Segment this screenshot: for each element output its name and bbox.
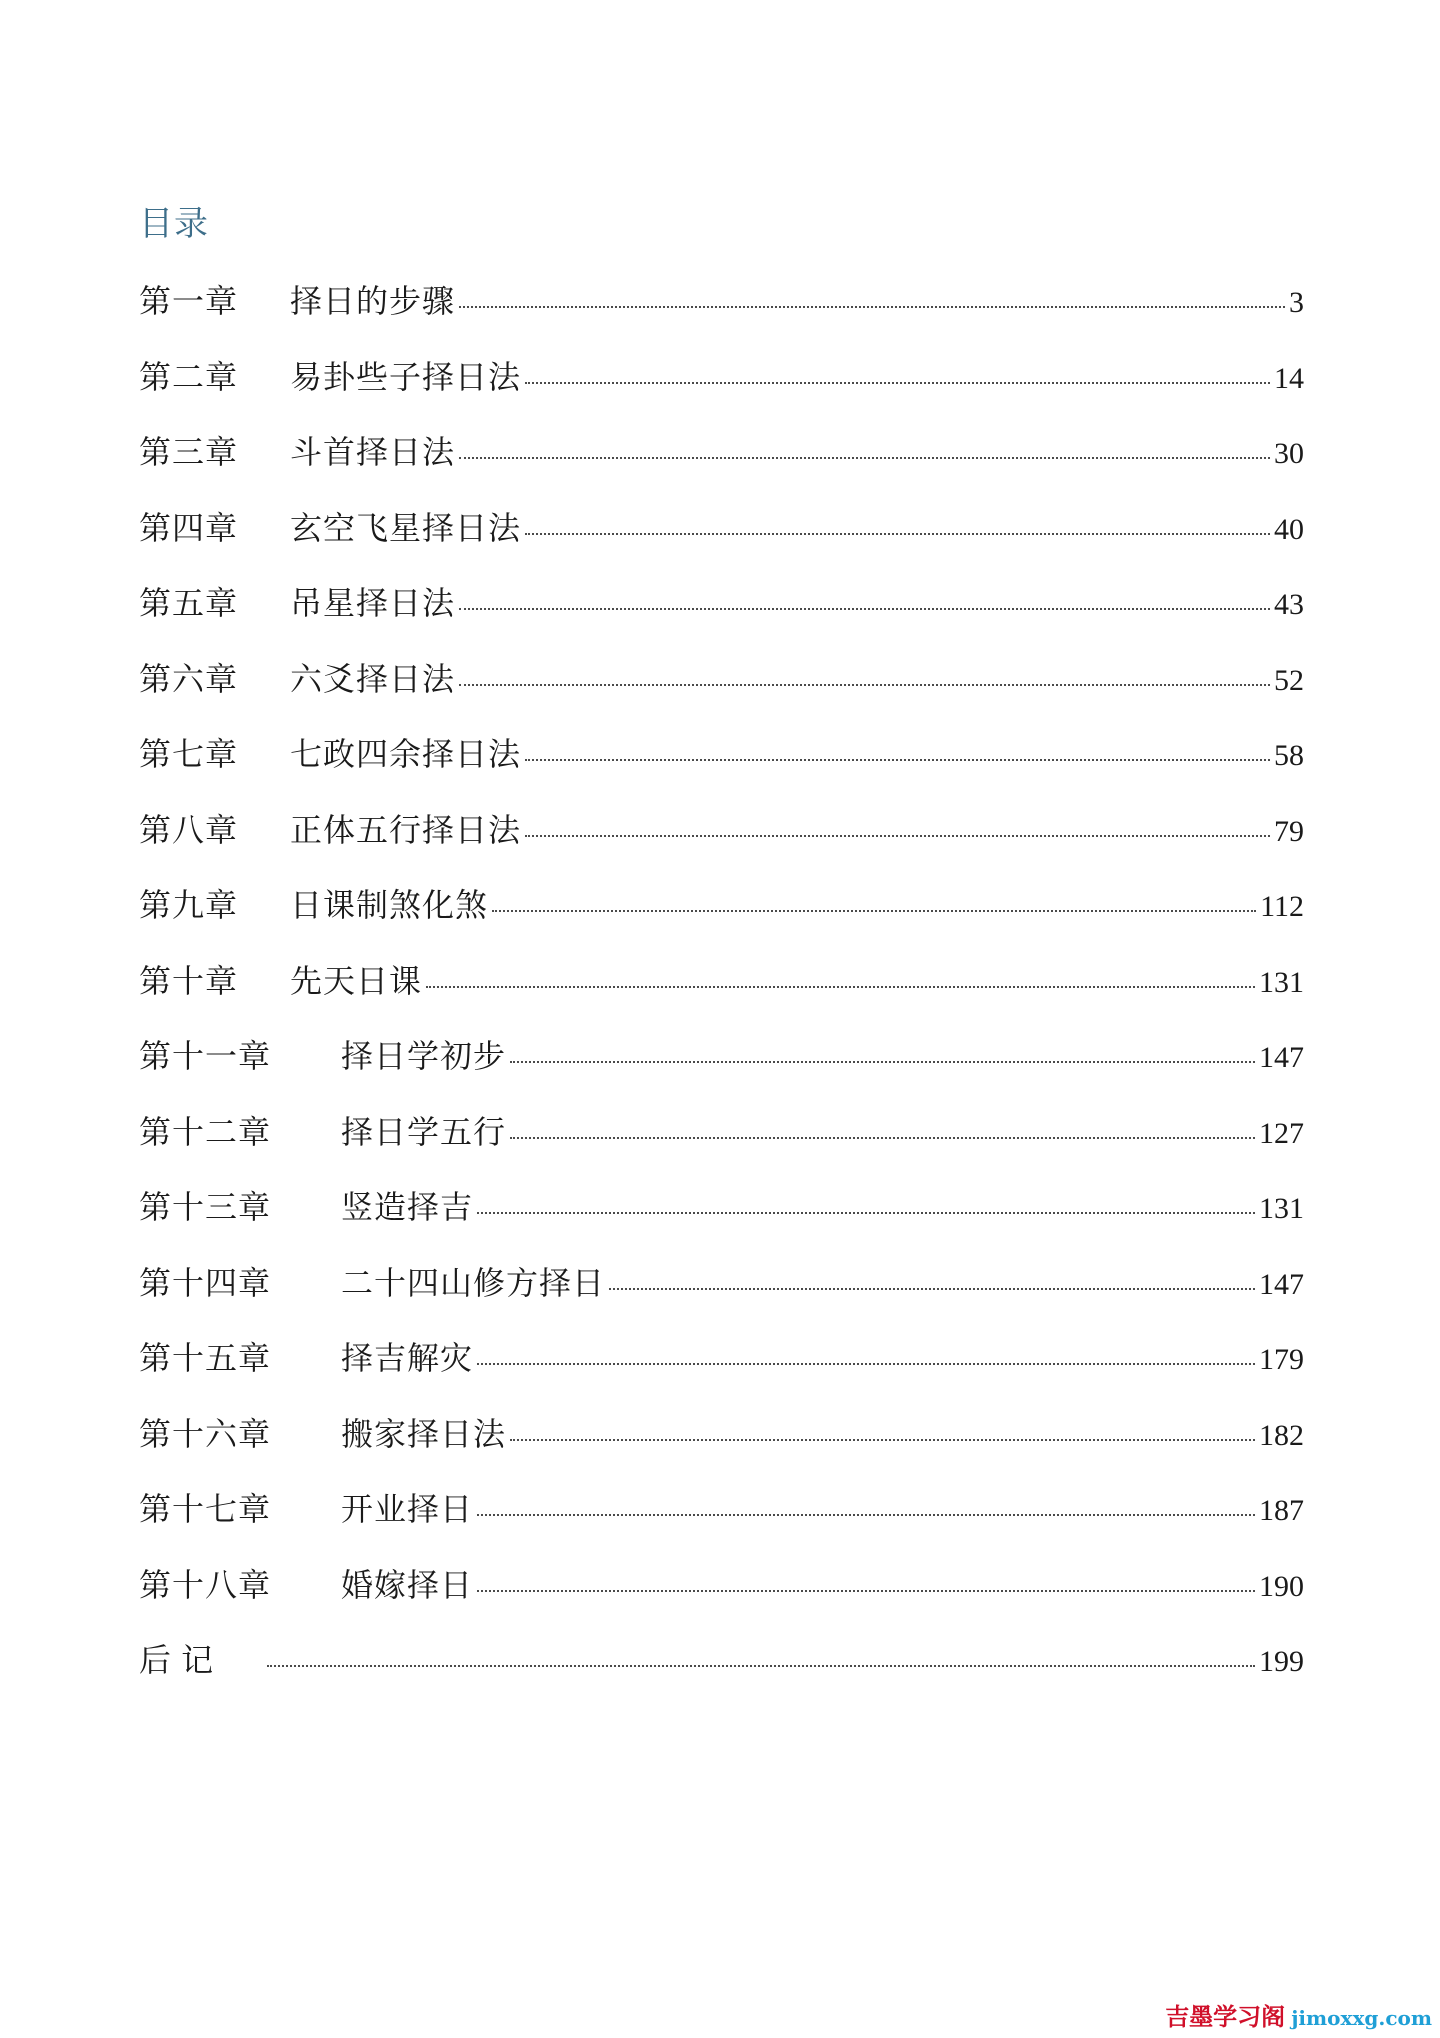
page-number: 30 bbox=[1274, 437, 1304, 470]
dot-leader bbox=[525, 533, 1270, 535]
dot-leader bbox=[609, 1288, 1255, 1290]
chapter-number: 第十四章 bbox=[139, 1263, 272, 1302]
chapter-title: 六爻择日法 bbox=[290, 659, 456, 698]
dot-leader bbox=[459, 457, 1270, 459]
dot-leader bbox=[426, 986, 1255, 988]
page-number: 182 bbox=[1259, 1418, 1304, 1452]
chapter-number: 第十一章 bbox=[139, 1037, 272, 1075]
chapter-number: 第十五章 bbox=[139, 1339, 272, 1377]
chapter-title: 二十四山修方择日 bbox=[341, 1263, 606, 1302]
watermark bbox=[1165, 1997, 1432, 2032]
chapter-title: 正体五行择日法 bbox=[290, 810, 522, 849]
chapter-number: 第十七章 bbox=[139, 1490, 272, 1528]
page-number: 52 bbox=[1274, 663, 1304, 697]
chapter-title: 日课制煞化煞 bbox=[290, 886, 489, 924]
page-number: 187 bbox=[1259, 1494, 1304, 1527]
chapter-number: 第七章 bbox=[139, 735, 239, 773]
toc-entry[interactable] bbox=[139, 282, 1304, 361]
page-number: 58 bbox=[1274, 739, 1304, 772]
toc-entry[interactable] bbox=[139, 1112, 1304, 1192]
page-number: 127 bbox=[1259, 1116, 1304, 1150]
chapter-number: 第二章 bbox=[139, 357, 239, 396]
toc-entry[interactable] bbox=[139, 735, 1304, 814]
page-number: 131 bbox=[1259, 965, 1304, 999]
dot-leader bbox=[525, 382, 1270, 384]
dot-leader bbox=[459, 684, 1270, 686]
chapter-title: 择日学初步 bbox=[341, 1037, 507, 1075]
chapter-number: 后 记 bbox=[139, 1641, 214, 1679]
dot-leader bbox=[525, 835, 1270, 837]
toc-entry[interactable] bbox=[139, 508, 1304, 588]
toc-entry[interactable] bbox=[139, 1263, 1304, 1343]
page-number: 43 bbox=[1274, 588, 1304, 621]
chapter-title: 斗首择日法 bbox=[290, 433, 456, 471]
chapter-number: 第一章 bbox=[139, 282, 239, 320]
dot-leader bbox=[510, 1137, 1255, 1139]
chapter-number: 第十六章 bbox=[139, 1414, 272, 1453]
page-number: 112 bbox=[1260, 890, 1304, 923]
chapter-title: 婚嫁择日 bbox=[341, 1565, 474, 1604]
chapter-title: 开业择日 bbox=[341, 1490, 474, 1528]
page-number: 190 bbox=[1259, 1569, 1304, 1603]
page-number: 40 bbox=[1274, 512, 1304, 546]
toc-entry[interactable] bbox=[139, 1037, 1304, 1116]
chapter-number: 第八章 bbox=[139, 810, 239, 849]
chapter-title: 易卦些子择日法 bbox=[290, 357, 522, 396]
toc-entry[interactable] bbox=[139, 1339, 1304, 1418]
chapter-number: 第十章 bbox=[139, 961, 239, 1000]
chapter-number: 第十八章 bbox=[139, 1565, 272, 1604]
chapter-number: 第五章 bbox=[139, 584, 239, 622]
chapter-title: 七政四余择日法 bbox=[290, 735, 522, 773]
toc-entry[interactable] bbox=[139, 961, 1304, 1041]
chapter-title: 择吉解灾 bbox=[341, 1339, 474, 1377]
chapter-title: 择日学五行 bbox=[341, 1112, 507, 1151]
toc-entry[interactable] bbox=[139, 1414, 1304, 1494]
chapter-title: 择日的步骤 bbox=[290, 282, 456, 320]
watermark-url: jimoxxg.com bbox=[1291, 2006, 1432, 2030]
toc-heading: 目录 bbox=[139, 204, 209, 244]
page-number: 147 bbox=[1259, 1041, 1304, 1074]
watermark-site-name: 吉墨学习阁 bbox=[1165, 2003, 1286, 2031]
toc-entry[interactable] bbox=[139, 1490, 1304, 1569]
chapter-number: 第十三章 bbox=[139, 1188, 272, 1226]
chapter-number: 第六章 bbox=[139, 659, 239, 698]
chapter-title: 先天日课 bbox=[290, 961, 423, 1000]
page-number: 147 bbox=[1259, 1267, 1304, 1301]
dot-leader bbox=[459, 306, 1285, 308]
toc-entry[interactable] bbox=[139, 810, 1304, 890]
toc-entry[interactable] bbox=[139, 433, 1304, 512]
chapter-title: 搬家择日法 bbox=[341, 1414, 507, 1453]
chapter-title: 竖造择吉 bbox=[341, 1188, 474, 1226]
dot-leader bbox=[459, 608, 1270, 610]
toc-entry-afterword[interactable] bbox=[139, 1641, 1304, 1720]
chapter-number: 第九章 bbox=[139, 886, 239, 924]
dot-leader bbox=[510, 1061, 1255, 1063]
toc-entry[interactable] bbox=[139, 1188, 1304, 1267]
dot-leader bbox=[267, 1665, 1255, 1667]
toc-entry[interactable] bbox=[139, 886, 1304, 965]
chapter-number: 第四章 bbox=[139, 508, 239, 547]
dot-leader bbox=[525, 759, 1270, 761]
chapter-number: 第十二章 bbox=[139, 1112, 272, 1151]
dot-leader bbox=[477, 1212, 1255, 1214]
chapter-number: 第三章 bbox=[139, 433, 239, 471]
chapter-title: 玄空飞星择日法 bbox=[290, 508, 522, 547]
dot-leader bbox=[510, 1439, 1255, 1441]
dot-leader bbox=[492, 910, 1256, 912]
toc-entry[interactable] bbox=[139, 357, 1304, 437]
dot-leader bbox=[477, 1514, 1255, 1516]
page-number: 199 bbox=[1259, 1645, 1304, 1678]
page-number: 79 bbox=[1274, 814, 1304, 848]
toc-list bbox=[139, 282, 1304, 1720]
toc-entry[interactable] bbox=[139, 1565, 1304, 1645]
toc-entry[interactable] bbox=[139, 584, 1304, 663]
dot-leader bbox=[477, 1590, 1255, 1592]
chapter-title: 吊星择日法 bbox=[290, 584, 456, 622]
page-number: 179 bbox=[1259, 1343, 1304, 1376]
toc-entry[interactable] bbox=[139, 659, 1304, 739]
page-number: 131 bbox=[1259, 1192, 1304, 1225]
dot-leader bbox=[477, 1363, 1255, 1365]
page-number: 3 bbox=[1289, 286, 1304, 319]
page-number: 14 bbox=[1274, 361, 1304, 395]
